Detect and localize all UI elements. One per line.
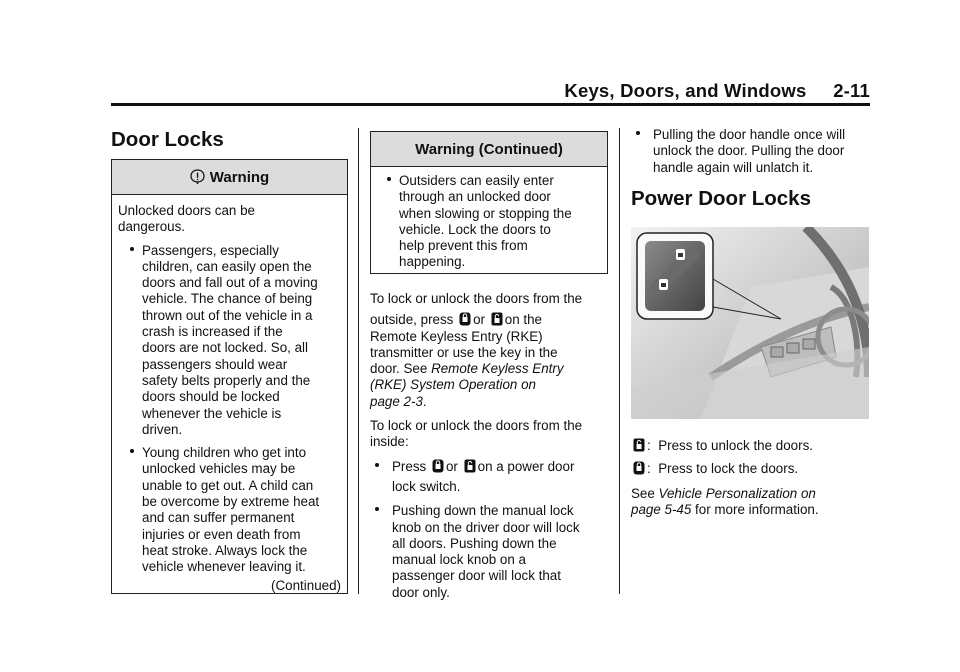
text-line: See Vehicle Personalization on	[631, 486, 816, 501]
text-line: vehicle. Lock the doors to	[399, 221, 551, 237]
text-line: outside, press or on the	[370, 312, 542, 328]
text-line: Passengers, especially	[142, 242, 279, 258]
warning-title: Warning	[209, 168, 270, 186]
unlock-icon	[633, 438, 645, 452]
paragraph	[370, 418, 615, 451]
text-line: injuries or even death from	[142, 526, 301, 542]
text-line: whenever the vehicle is	[142, 405, 282, 421]
unlock-icon	[491, 312, 503, 326]
text-line: lock switch.	[392, 478, 461, 494]
warning-continued-box	[370, 131, 608, 274]
text-line: help prevent this from	[399, 238, 528, 254]
text-line: To lock or unlock the doors from the	[370, 291, 583, 306]
text-line: safety belts properly and the	[142, 372, 311, 388]
cross-reference[interactable]: page 2-3	[370, 393, 423, 409]
text-line: all doors. Pushing down the	[392, 535, 557, 551]
continued-label: (Continued)	[271, 577, 341, 593]
legend-unlock: : Press to unlock the doors.	[631, 438, 813, 454]
text-line: children, can easily open the	[142, 258, 312, 274]
warning-bullet	[375, 173, 601, 271]
text-line: vehicle whenever leaving it.	[142, 559, 306, 575]
warning-header: Warning (Continued)	[371, 132, 607, 167]
door-panel-illustration	[631, 227, 869, 419]
warning-bullet	[118, 445, 341, 575]
legend-lock: : Press to lock the doors.	[631, 461, 798, 477]
list-item	[370, 503, 615, 601]
col2-body	[370, 291, 615, 601]
cross-reference[interactable]: (RKE) System Operation on	[370, 377, 536, 393]
text-line: manual lock knob on a	[392, 552, 526, 568]
warning-box	[111, 159, 348, 594]
lock-icon	[432, 459, 444, 473]
text-line: happening.	[399, 254, 466, 270]
text-line: Press or on a power door	[392, 458, 575, 474]
text-line: knob on the driver door will lock	[392, 519, 580, 535]
warning-intro	[118, 203, 341, 236]
lock-icon	[459, 312, 471, 326]
page-header	[470, 80, 870, 102]
text-line: Outsiders can easily enter	[399, 173, 554, 188]
text-line: page 5-45 for more information.	[631, 502, 819, 518]
text-line: Pulling the door handle once will	[653, 127, 846, 142]
text-line: doors should be locked	[142, 389, 280, 405]
cross-reference[interactable]: Vehicle Personalization on	[658, 486, 816, 501]
cross-reference[interactable]: page 5-45	[631, 502, 692, 518]
column-divider	[619, 128, 620, 594]
text-line: crash is increased if the	[142, 324, 283, 340]
text-line: when slowing or stopping the	[399, 205, 572, 221]
text-line: through an unlocked door	[399, 189, 551, 205]
text-line: be overcome by extreme heat	[142, 494, 320, 510]
text-line: transmitter or use the key in the	[370, 344, 558, 360]
text-line: passenger door will lock that	[392, 568, 561, 584]
paragraph	[370, 291, 615, 410]
text-line: Pushing down the manual lock	[392, 503, 574, 519]
text-line: Young children who get into	[142, 445, 307, 461]
list-item	[370, 459, 615, 496]
chapter-title: Keys, Doors, and Windows	[564, 80, 807, 101]
text-line: thrown out of the vehicle in a	[142, 307, 313, 323]
text-line: To lock or unlock the doors from the	[370, 418, 583, 434]
text-line: door only.	[392, 584, 450, 600]
text-line: Remote Keyless Entry (RKE)	[370, 328, 543, 344]
text-line: page 2-3.	[370, 393, 427, 409]
text-line: inside:	[370, 434, 409, 450]
text-line: doors and fall out of a moving	[142, 275, 318, 291]
text-line: driven.	[142, 421, 183, 437]
text-line: passengers should wear	[142, 356, 288, 372]
door-lock-switch-photo	[631, 227, 869, 419]
text-line: dangerous.	[118, 219, 186, 235]
section-title: Power Door Locks	[631, 187, 811, 210]
text-line: unable to get out. A child can	[142, 477, 314, 493]
cross-reference[interactable]: Remote Keyless Entry	[431, 361, 564, 377]
header-rule	[111, 103, 870, 106]
warning-bullet	[118, 243, 341, 439]
text-line: unlock the door. Pulling the door	[653, 143, 845, 159]
lock-icon	[633, 461, 645, 475]
text-line: doors are not locked. So, all	[142, 340, 308, 356]
text-line: Unlocked doors can be	[118, 203, 255, 218]
text-line: door. See Remote Keyless Entry	[370, 361, 564, 377]
text-line	[370, 377, 615, 393]
text-line: vehicle. The chance of being	[142, 291, 313, 307]
text-line: unlocked vehicles may be	[142, 461, 296, 477]
text-line: handle again will unlatch it.	[653, 159, 814, 175]
page-number: 2-11	[833, 80, 870, 101]
text-line: heat stroke. Always lock the	[142, 542, 308, 558]
column-divider	[358, 128, 359, 594]
list-item	[631, 127, 893, 176]
paragraph	[631, 486, 871, 519]
text-line: and can suffer permanent	[142, 510, 295, 526]
warning-icon	[190, 169, 205, 185]
unlock-icon	[464, 459, 476, 473]
page-title: Door Locks	[111, 128, 224, 151]
warning-header	[112, 160, 347, 195]
